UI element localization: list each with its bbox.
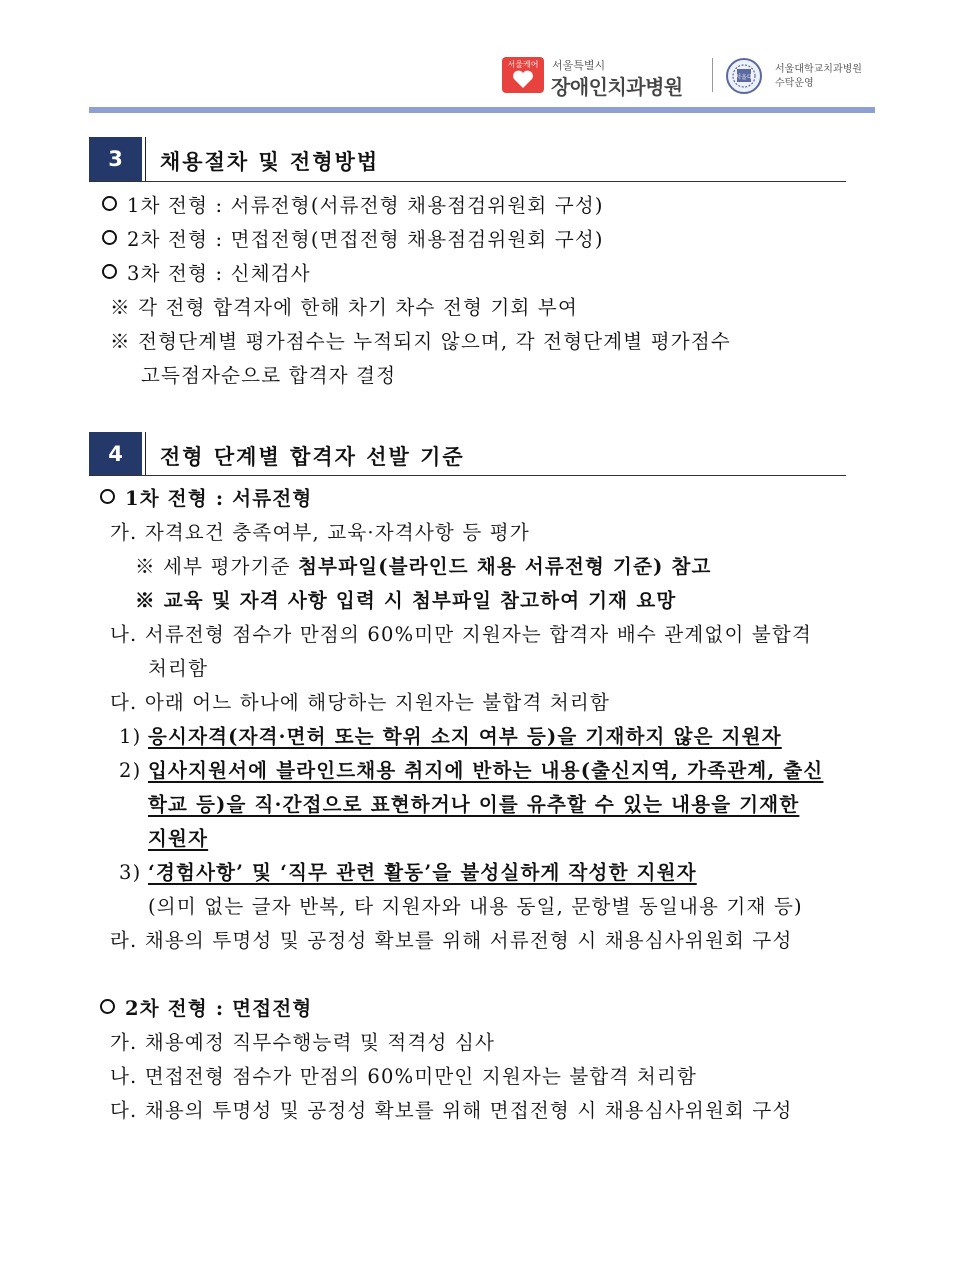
stage-1-na: 나. 서류전형 점수가 만점의 60%미만 지원자는 합격자 배수 관계없이 불합격 (110, 623, 813, 646)
section-3-title: 채용절차 및 전형방법 (160, 149, 380, 174)
univ-line-1: 서울대학교치과병원 (775, 64, 862, 75)
university-seal-icon (722, 57, 766, 95)
circle-bullet-icon (100, 999, 115, 1014)
section-3-rule (89, 181, 846, 182)
circle-bullet-icon (100, 489, 115, 504)
sub-item-3-number: 3) (119, 861, 142, 884)
list-item: 1차 전형 : 서류전형(서류전형 채용점검위원회 구성) (102, 194, 604, 218)
sub-item-3-note: (의미 없는 글자 반복, 타 지원자와 내용 동일, 문항별 동일내용 기재 등) (148, 895, 803, 918)
section-4-rule (89, 475, 846, 476)
circle-bullet-icon (102, 264, 117, 279)
univ-line-2: 수탁운영 (775, 78, 814, 89)
sub-item-2-cont: 지원자 (148, 827, 209, 850)
note: ※ 전형단계별 평가점수는 누적되지 않으며, 각 전형단계별 평가점수 (110, 330, 731, 353)
header-bar (89, 107, 875, 113)
header-hospital-name: 장애인치과병원 (551, 75, 683, 99)
sub-item-2: 입사지원서에 블라인드채용 취지에 반하는 내용(출신지역, 가족관계, 출신 (148, 759, 824, 782)
seal-text: 서울대 (735, 74, 753, 81)
stage-2-ga: 가. 채용예정 직무수행능력 및 적격성 심사 (110, 1031, 496, 1054)
stage-1-note-2: ※ 교육 및 자격 사항 입력 시 첨부파일 참고하여 기재 요망 (135, 589, 677, 612)
circle-bullet-icon (102, 230, 117, 245)
section-4-number: 4 (89, 432, 142, 476)
sub-item-3: ‘경험사항’ 및 ‘직무 관련 활동’을 불성실하게 작성한 지원자 (148, 861, 697, 884)
section-4-title: 전형 단계별 합격자 선발 기준 (160, 444, 465, 469)
stage-1-note-1: ※ 세부 평가기준 첨부파일(블라인드 채용 서류전형 기준) 참고 (135, 555, 712, 578)
header-city: 서울특별시 (552, 59, 606, 72)
heart-icon (512, 70, 534, 89)
list-item: 2차 전형 : 면접전형(면접전형 채용점검위원회 구성) (102, 228, 604, 252)
header-university (775, 63, 862, 91)
sub-item-1-number: 1) (119, 725, 142, 748)
note: ※ 각 전형 합격자에 한해 차기 차수 전형 기회 부여 (110, 296, 578, 319)
section-3-number: 3 (89, 137, 142, 181)
sub-item-2-number: 2) (119, 759, 142, 782)
stage-1-heading: 1차 전형 : 서류전형 (100, 487, 312, 511)
stage-2-na: 나. 면접전형 점수가 만점의 60%미만인 지원자는 불합격 처리함 (110, 1065, 698, 1088)
logo-tag: 서울케어 (507, 60, 539, 69)
stage-1-da: 다. 아래 어느 하나에 해당하는 지원자는 불합격 처리함 (110, 691, 611, 714)
note-continuation: 고득점자순으로 합격자 결정 (141, 364, 397, 387)
stage-2-da: 다. 채용의 투명성 및 공정성 확보를 위해 면접전형 시 채용심사위원회 구성 (110, 1099, 793, 1122)
stage-1-na-cont: 처리함 (148, 657, 209, 680)
seoul-care-logo (502, 57, 544, 93)
list-item: 3차 전형 : 신체검사 (102, 262, 311, 286)
circle-bullet-icon (102, 196, 117, 211)
stage-1-ra: 라. 채용의 투명성 및 공정성 확보를 위해 서류전형 시 채용심사위원회 구성 (110, 929, 793, 952)
stage-1-ga: 가. 자격요건 충족여부, 교육·자격사항 등 평가 (110, 521, 530, 544)
header-divider (712, 58, 713, 92)
sub-item-1: 응시자격(자격·면허 또는 학위 소지 여부 등)을 기재하지 않은 지원자 (148, 725, 782, 748)
sub-item-2-cont: 학교 등)을 직·간접으로 표현하거나 이를 유추할 수 있는 내용을 기재한 (148, 793, 800, 816)
section-4-divider (145, 432, 146, 476)
stage-2-heading: 2차 전형 : 면접전형 (100, 997, 312, 1021)
section-3-divider (145, 137, 146, 181)
